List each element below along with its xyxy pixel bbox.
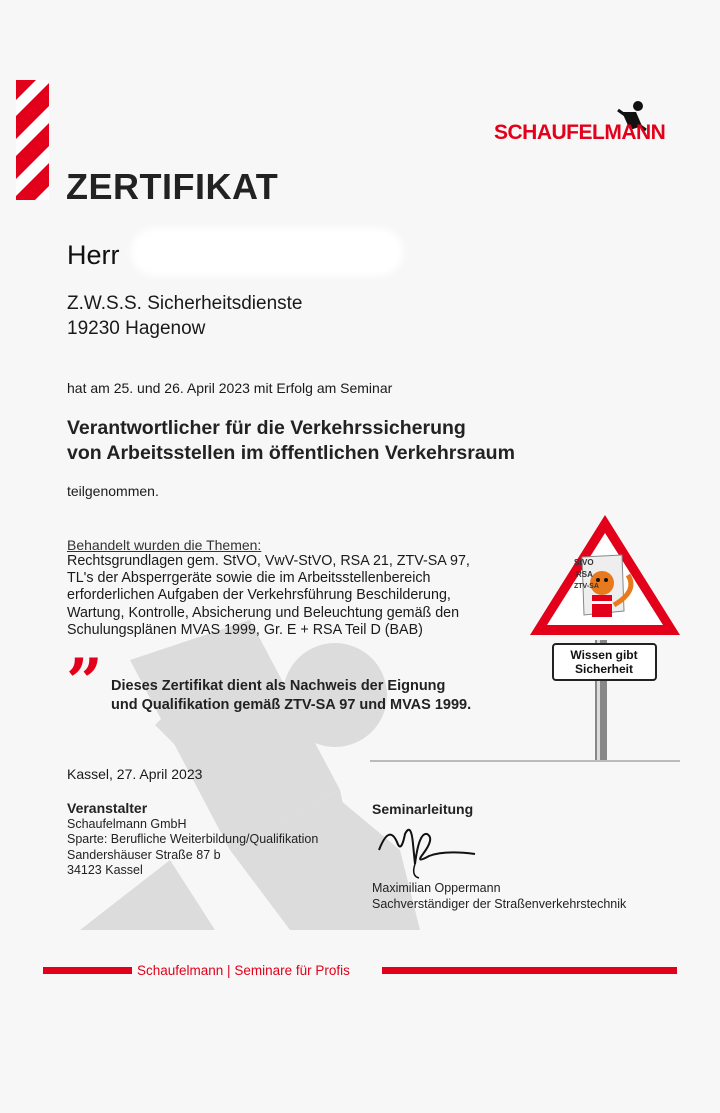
barrier-stripes-icon [16, 80, 49, 200]
topics-line: TL's der Absperrgeräte sowie die im Arbeitsstellenbereich [67, 570, 431, 587]
topics-line: Rechtsgrundlagen gem. StVO, VwV-StVO, RSA 21, ZTV-SA 97, [67, 553, 470, 569]
certificate-title: ZERTIFIKAT [66, 166, 279, 207]
organizer-block [67, 801, 318, 879]
recipient-salutation: Herr [67, 240, 120, 270]
paper-label: ZTV-SA [574, 583, 599, 590]
seminar-lead-heading: Seminarleitung [372, 801, 474, 817]
organizer-line: Sparte: Berufliche Weiterbildung/Qualifikation [67, 832, 319, 846]
seminar-title-line: Verantwortlicher für die Verkehrssicherung [67, 417, 466, 439]
redacted-name [131, 228, 403, 276]
organizer-line: Schaufelmann GmbH [67, 816, 187, 831]
statement-line: Dieses Zertifikat dient als Nachweis der Eignung [111, 678, 446, 694]
seminar-intro: hat am 25. und 26. April 2023 mit Erfolg am Seminar [67, 380, 393, 396]
warning-sign-illustration [370, 505, 690, 775]
sign-text: Sicherheit [574, 662, 634, 676]
recipient-company [67, 291, 303, 341]
company-address: 19230 Hagenow [67, 318, 206, 339]
topics-line: erforderlichen Aufgaben der Verkehrsführung Beschilderung, [67, 587, 451, 604]
footer-bar-left [43, 967, 132, 974]
certificate-statement [111, 677, 471, 715]
signer-name: Maximilian Oppermann [372, 881, 501, 895]
signer-block [372, 881, 626, 912]
footer-tagline: Schaufelmann | Seminare für Profis [137, 963, 350, 978]
footer-bar-right [382, 967, 677, 974]
statement-line: und Qualifikation gemäß ZTV-SA 97 und MVAS 1999. [111, 697, 472, 713]
participated-text: teilgenommen. [67, 483, 159, 499]
organizer-heading: Veranstalter [67, 800, 148, 816]
topics-heading: Behandelt wurden die Themen: [67, 537, 262, 553]
signature-icon [375, 820, 485, 882]
quote-mark-icon: ” [66, 645, 103, 720]
paper-label: RSA [576, 570, 593, 579]
sign-text: Wissen gibt [570, 648, 638, 662]
topics-line: Schulungsplänen MVAS 1999, Gr. E + RSA Teil D (BAB) [67, 621, 423, 638]
company-logo: SCHAUFELMANN [494, 121, 666, 144]
organizer-line: 34123 Kassel [67, 863, 143, 877]
signer-role: Sachverständiger der Straßenverkehrstechnik [372, 896, 627, 911]
organizer-line: Sandershäuser Straße 87 b [67, 847, 221, 862]
company-name: Z.W.S.S. Sicherheitsdienste [67, 293, 303, 314]
topics-line: Wartung, Kontrolle, Absicherung und Beleuchtung gemäß den [67, 604, 460, 621]
place-date: Kassel, 27. April 2023 [67, 766, 203, 782]
seminar-title [67, 416, 515, 466]
paper-label: StVO [574, 558, 594, 567]
seminar-title-line: von Arbeitsstellen im öffentlichen Verkehrsraum [67, 442, 515, 464]
